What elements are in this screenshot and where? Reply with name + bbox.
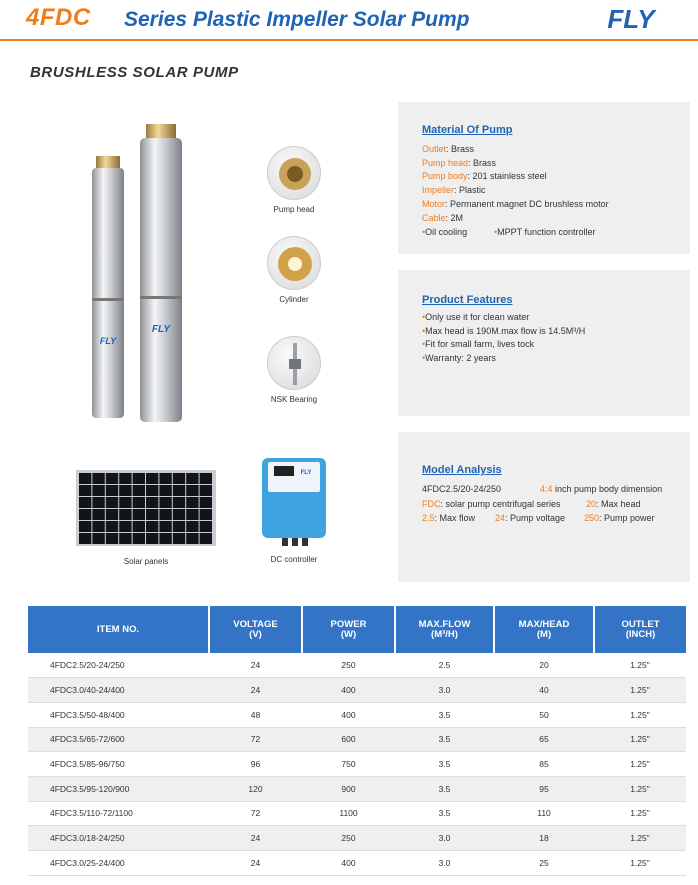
table-cell: 1100 [302,801,395,826]
fly-logo [590,5,672,33]
solar-cell [119,473,131,484]
table-cell: 250 [302,826,395,851]
table-cell: 3.5 [395,801,494,826]
table-cell: 400 [302,851,395,876]
dc-controller-image [254,456,334,546]
short-pump-body [92,168,124,418]
solar-cell [79,485,91,496]
pump-head-label: Pump head [273,205,315,214]
table-cell: 24 [209,851,302,876]
solar-cell [159,473,171,484]
table-cell: 120 [209,776,302,801]
table-cell: 4FDC3.0/25-24/400 [28,851,209,876]
table-cell: 1.25" [594,678,686,703]
table-cell: 400 [302,678,395,703]
solar-cell [173,509,185,520]
table-cell: 3.0 [395,826,494,851]
col-item-no: ITEM NO. [28,606,209,653]
features-panel [398,270,690,416]
table-cell: 25 [494,851,594,876]
spec-pump-head: Pump head: Brass [422,158,497,168]
model-k2: FDC: solar pump centrifugal series [422,499,561,509]
svg-text:FLY: FLY [607,5,655,33]
spec-oil-cooling: •Oil cooling [422,227,468,237]
solar-cell [106,509,118,520]
spec-outlet: Outlet: Brass [422,144,475,154]
solar-panel-image [76,470,216,546]
solar-cell [119,509,131,520]
solar-cell [186,497,198,508]
solar-cell [92,485,104,496]
table-cell: 4FDC3.5/95-120/900 [28,776,209,801]
spec-cable: Cable: 2M [422,213,464,223]
table-cell: 24 [209,826,302,851]
solar-cell [92,473,104,484]
pump-head-component [254,146,334,214]
table-cell: 1.25" [594,727,686,752]
table-cell: 4FDC3.0/18-24/250 [28,826,209,851]
solar-cell [119,485,131,496]
spec-impeller: Impeller: Plastic [422,185,486,195]
solar-cell [146,473,158,484]
solar-cell [79,473,91,484]
solar-cell [186,485,198,496]
solar-cell [173,533,185,544]
controller-logo: FLY [300,470,312,476]
table-cell: 1.25" [594,851,686,876]
solar-cell [133,509,145,520]
short-pump-logo: FLY [99,336,117,346]
solar-cell [119,533,131,544]
series-title: Series Plastic Impeller Solar Pump [124,8,470,31]
spec-motor: Motor: Permanent magnet DC brushless motor [422,199,609,209]
solar-cell [79,509,91,520]
model-k1: 4:4 inch pump body dimension [540,484,663,494]
table-row [28,851,686,876]
solar-cell [200,509,212,520]
table-row [28,752,686,777]
model-analysis-panel [398,432,690,582]
table-cell: 40 [494,678,594,703]
table-cell: 1.25" [594,752,686,777]
col-power: POWER (W) [302,606,395,653]
solar-cell [92,497,104,508]
table-cell: 4FDC3.5/110-72/1100 [28,801,209,826]
cylinder-label: Cylinder [279,295,309,304]
solar-cell [186,533,198,544]
cylinder-component [254,236,334,304]
header-divider [0,39,698,41]
solar-cell [119,521,131,532]
table-cell: 3.5 [395,752,494,777]
table-cell: 18 [494,826,594,851]
table-cell: 600 [302,727,395,752]
spec-mppt: •MPPT function controller [494,227,596,237]
table-cell: 250 [302,653,395,678]
solar-cell [200,521,212,532]
solar-cell [173,521,185,532]
solar-cell [106,533,118,544]
feature-item: •Only use it for clean water [422,312,530,322]
nsk-bearing-label: NSK Bearing [270,395,318,404]
table-cell: 2.5 [395,653,494,678]
table-row [28,826,686,851]
nsk-bearing-image [267,336,321,390]
solar-cell [133,533,145,544]
solar-cell [200,533,212,544]
material-panel [398,102,690,254]
solar-cell [106,497,118,508]
solar-cell [146,533,158,544]
col-max-flow: MAX.FLOW (M³/H) [395,606,494,653]
solar-cell [159,497,171,508]
solar-cell [92,521,104,532]
solar-cell [106,521,118,532]
solar-cell [186,473,198,484]
table-cell: 1.25" [594,826,686,851]
solar-cell [92,509,104,520]
solar-cell [133,485,145,496]
solar-cell [173,473,185,484]
table-cell: 900 [302,776,395,801]
spec-pump-body: Pump body: 201 stainless steel [422,171,547,181]
table-row [28,801,686,826]
solar-cell [200,497,212,508]
col-max-head: MAX/HEAD (M) [494,606,594,653]
table-cell: 85 [494,752,594,777]
table-cell: 48 [209,702,302,727]
table-cell: 110 [494,801,594,826]
feature-item: •Warranty: 2 years [422,353,496,363]
table-cell: 3.5 [395,776,494,801]
dc-controller-component [254,456,334,570]
table-cell: 4FDC3.0/40-24/400 [28,678,209,703]
solar-panels-label: Solar panels [123,557,169,566]
solar-cell [200,473,212,484]
feature-item: •Max head is 190M.max flow is 14.5M³/H [422,326,586,336]
cylinder-image [267,236,321,290]
table-cell: 1.25" [594,653,686,678]
solar-cell [133,497,145,508]
model-example: 4FDC2.5/20-24/250 [422,484,502,494]
table-cell: 72 [209,727,302,752]
pump-photo [84,118,194,430]
table-row [28,702,686,727]
table-cell: 1.25" [594,801,686,826]
model-k5: 24: Pump voltage [495,513,566,523]
solar-cell [173,485,185,496]
solar-cell [186,509,198,520]
table-cell: 400 [302,702,395,727]
nsk-bearing-icon [268,337,321,390]
table-row [28,727,686,752]
table-cell: 50 [494,702,594,727]
page-subtitle: BRUSHLESS SOLAR PUMP [30,64,239,81]
table-cell: 65 [494,727,594,752]
table-header-row [28,606,686,653]
cylinder-icon [268,237,321,290]
table-row [28,653,686,678]
table-cell: 4FDC3.5/65-72/600 [28,727,209,752]
solar-cell [159,533,171,544]
table-cell: 3.0 [395,678,494,703]
short-pump-band [92,298,124,301]
nsk-bearing-component [254,336,334,404]
tall-pump-body [140,138,182,422]
table-cell: 3.0 [395,851,494,876]
spec-table [28,606,686,876]
table-cell: 4FDC3.5/85-96/750 [28,752,209,777]
table-cell: 4FDC3.5/50-48/400 [28,702,209,727]
table-row [28,776,686,801]
model-k4: 2.5: Max flow [422,513,476,523]
table-cell: 20 [494,653,594,678]
model-analysis-title: Model Analysis [422,464,502,476]
table-cell: 3.5 [395,727,494,752]
feature-item: •Fit for small farm, lives tock [422,339,535,349]
series-model: 4FDC [26,4,91,31]
table-cell: 96 [209,752,302,777]
solar-cell [119,497,131,508]
table-cell: 1.25" [594,702,686,727]
short-pump-outlet [96,156,120,168]
solar-cell [133,473,145,484]
solar-panel-component [76,470,216,570]
solar-cell [173,497,185,508]
solar-cell [146,509,158,520]
tall-pump-band [140,296,182,299]
solar-cell [133,521,145,532]
table-cell: 72 [209,801,302,826]
solar-cell [186,521,198,532]
solar-cell [146,497,158,508]
table-cell: 1.25" [594,776,686,801]
tall-pump-outlet [146,124,176,138]
page-header [0,0,698,42]
solar-cell [159,521,171,532]
model-k6: 250: Pump power [584,513,655,523]
table-row [28,678,686,703]
solar-cell [106,473,118,484]
solar-cell [159,485,171,496]
solar-cell [92,533,104,544]
table-cell: 95 [494,776,594,801]
solar-cell [146,521,158,532]
model-k3: 20: Max head [586,499,641,509]
solar-cell [79,521,91,532]
table-cell: 3.5 [395,702,494,727]
solar-cell [200,485,212,496]
pump-head-image [267,146,321,200]
solar-cell [106,485,118,496]
dc-controller-label: DC controller [270,555,318,564]
solar-cell [79,497,91,508]
table-cell: 4FDC2.5/20-24/250 [28,653,209,678]
col-outlet: OUTLET (INCH) [594,606,686,653]
col-voltage: VOLTAGE (V) [209,606,302,653]
table-cell: 750 [302,752,395,777]
material-title: Material Of Pump [422,124,513,136]
features-title: Product Features [422,294,513,306]
solar-cell [79,533,91,544]
solar-cell [159,509,171,520]
tall-pump-logo: FLY [151,324,171,335]
pump-head-icon [268,147,321,200]
table-cell: 24 [209,653,302,678]
table-cell: 24 [209,678,302,703]
solar-cell [146,485,158,496]
